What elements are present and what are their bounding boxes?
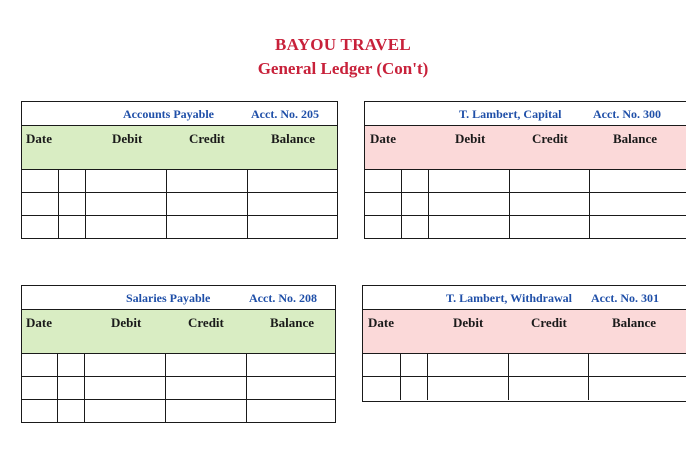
account-number: Acct. No. 205	[251, 107, 319, 121]
column-credit: Credit	[188, 315, 224, 330]
column-debit: Debit	[111, 315, 142, 330]
column-debit: Debit	[112, 131, 143, 146]
ledger-entry-row[interactable]	[363, 354, 686, 377]
account-number: Acct. No. 301	[591, 291, 659, 305]
account-name: Salaries Payable	[126, 291, 211, 305]
column-balance: Balance	[612, 315, 657, 330]
ledger-entry-row[interactable]	[365, 193, 686, 216]
ledger-salaries-payable	[21, 285, 336, 423]
column-date: Date	[368, 315, 394, 330]
column-debit: Debit	[453, 315, 484, 330]
column-credit: Credit	[189, 131, 225, 146]
ledger-header	[22, 102, 337, 126]
column-debit: Debit	[455, 131, 486, 146]
ledger-subtitle: General Ledger (Con't)	[257, 59, 429, 78]
ledger-entry-row[interactable]	[22, 216, 337, 239]
ledger-lambert-capital	[364, 101, 686, 239]
column-balance: Balance	[271, 131, 316, 146]
ledger-entry-row[interactable]	[22, 170, 337, 193]
column-balance: Balance	[270, 315, 315, 330]
ledger-entry-row[interactable]	[22, 377, 335, 400]
ledger-entry-row[interactable]	[22, 400, 335, 423]
company-title: BAYOU TRAVEL	[274, 35, 412, 54]
column-header-row	[365, 126, 686, 170]
ledger-header	[22, 286, 335, 310]
account-name: Accounts Payable	[123, 107, 214, 121]
account-name: T. Lambert, Capital	[459, 107, 562, 121]
column-credit: Credit	[531, 315, 567, 330]
account-name: T. Lambert, Withdrawal	[446, 291, 573, 305]
ledger-header	[363, 286, 686, 310]
ledger-entry-row[interactable]	[22, 193, 337, 216]
account-number: Acct. No. 208	[249, 291, 317, 305]
column-credit: Credit	[532, 131, 568, 146]
ledger-entry-row[interactable]	[363, 377, 686, 400]
ledger-lambert-withdrawal	[362, 285, 686, 402]
column-date: Date	[26, 131, 52, 146]
ledger-accounts-payable	[21, 101, 338, 239]
account-number: Acct. No. 300	[593, 107, 661, 121]
ledger-entry-row[interactable]	[22, 354, 335, 377]
column-balance: Balance	[613, 131, 658, 146]
column-header-row	[22, 126, 337, 170]
column-date: Date	[26, 315, 52, 330]
column-header-row	[363, 310, 686, 354]
column-header-row	[22, 310, 335, 354]
ledger-header	[365, 102, 686, 126]
ledger-entry-row[interactable]	[365, 170, 686, 193]
ledger-entry-row[interactable]	[365, 216, 686, 239]
column-date: Date	[370, 131, 396, 146]
